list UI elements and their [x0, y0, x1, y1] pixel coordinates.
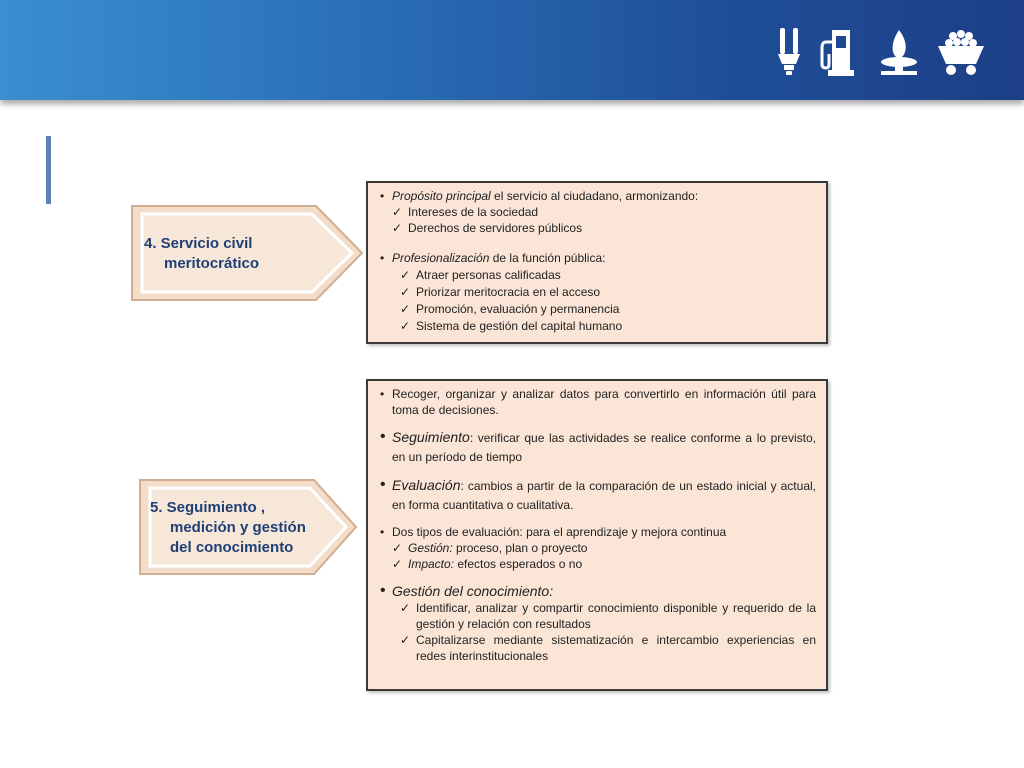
- check-item: ✓ Atraer personas calificadas: [374, 267, 818, 283]
- bullet-item: • Seguimiento: verificar que las actividades se realice conforme a lo previsto, en un período de tiempo: [374, 428, 816, 466]
- mine-cart-icon: [938, 28, 984, 76]
- lightbulb-icon: [776, 28, 802, 76]
- bullet-item: • Evaluación: cambios a partir de la comparación de un estado inicial y actual, en forma cuantitativa o cualitativa.: [374, 476, 816, 514]
- section5-arrow: [138, 478, 360, 576]
- energy-icons: [776, 28, 984, 76]
- bullet-item: • Propósito principal el servicio al ciudadano, armonizando:: [374, 188, 818, 204]
- bullet-item: • Profesionalización de la función pública:: [374, 250, 818, 266]
- check-item: ✓ Intereses de la sociedad: [374, 204, 818, 220]
- header-banner: [0, 0, 1024, 100]
- check-item: ✓ Sistema de gestión del capital humano: [374, 318, 818, 334]
- check-item: ✓ Promoción, evaluación y permanencia: [374, 301, 818, 317]
- section5-box: [366, 379, 828, 691]
- fuel-pump-icon: [820, 28, 860, 76]
- gas-flame-icon: [878, 28, 920, 76]
- check-item: ✓ Identificar, analizar y compartir conocimiento disponible y requerido de la gestión y relación con resultados: [374, 600, 816, 632]
- section4-label: 4. Servicio civil meritocrático: [144, 235, 260, 272]
- check-item: ✓ Impacto: efectos esperados o no: [374, 556, 816, 572]
- check-item: ✓ Gestión: proceso, plan o proyecto: [374, 540, 816, 556]
- bullet-item: • Dos tipos de evaluación: para el aprendizaje y mejora continua: [374, 524, 816, 540]
- bullet-item: • Gestión del conocimiento:: [374, 582, 816, 600]
- accent-bar: [46, 136, 51, 204]
- bullet-item: • Recoger, organizar y analizar datos para convertirlo en información útil para toma de decisiones.: [374, 386, 816, 418]
- section4-box: [366, 181, 828, 344]
- check-item: ✓ Capitalizarse mediante sistematización e intercambio experiencias en redes interinstitucionales: [374, 632, 816, 664]
- check-item: ✓ Derechos de servidores públicos: [374, 220, 818, 236]
- section4-arrow: [130, 204, 366, 302]
- check-item: ✓ Priorizar meritocracia en el acceso: [374, 284, 818, 300]
- section5-label: 5. Seguimiento , medición y gestión del conocimiento: [150, 499, 306, 556]
